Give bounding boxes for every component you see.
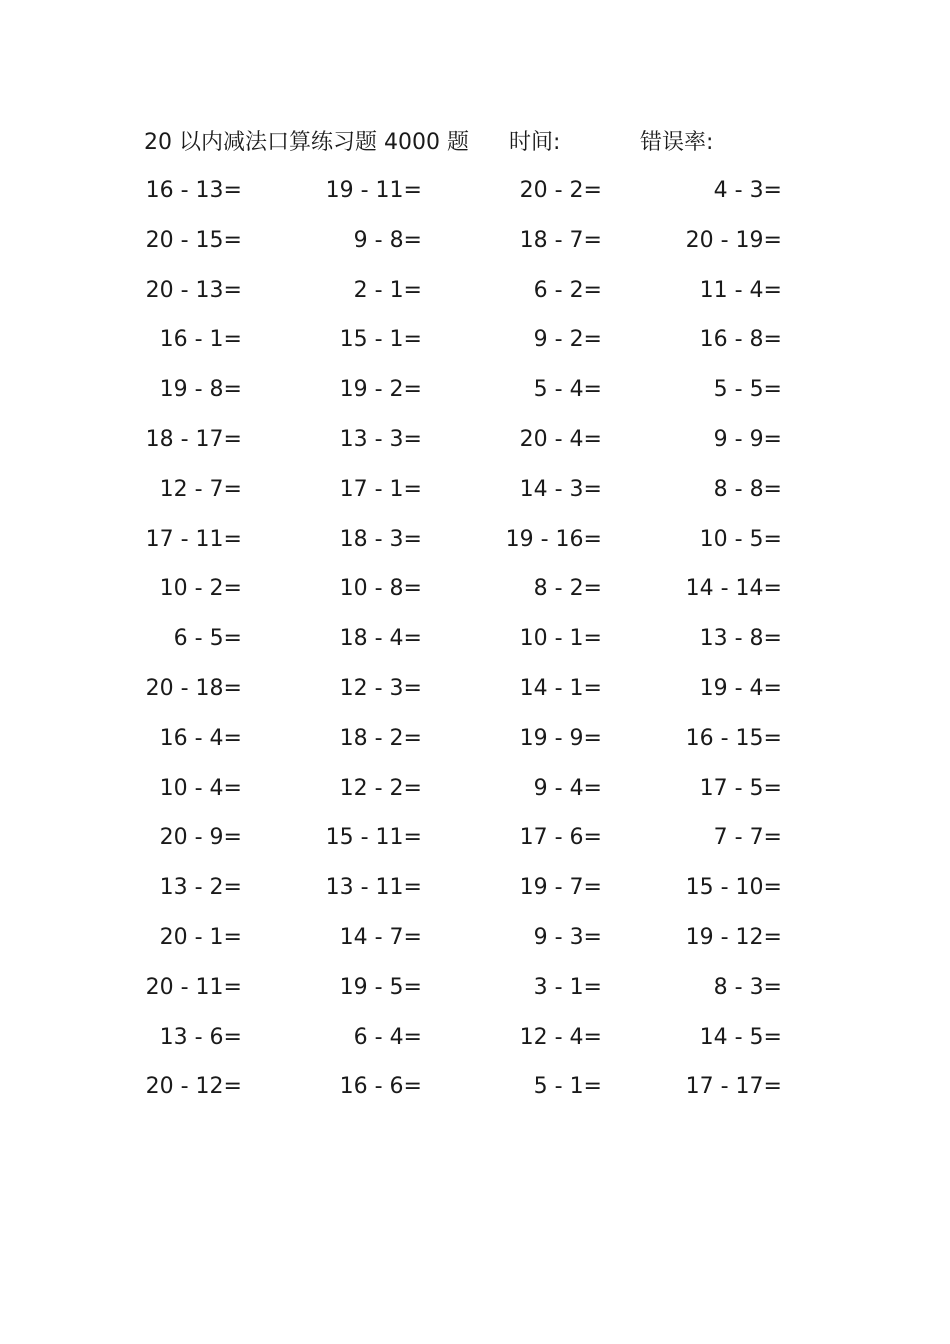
problem-row (0, 523, 950, 573)
subtraction-problem: 20 - 2= (519, 178, 602, 203)
problem-row (0, 423, 950, 473)
subtraction-problem: 17 - 6= (519, 825, 602, 851)
problem-row (0, 572, 950, 622)
subtraction-problem: 9 - 8= (353, 227, 422, 253)
error-rate-label: 错误率: (640, 130, 714, 155)
subtraction-problem: 13 - 11= (325, 875, 422, 901)
subtraction-problem: 11 - 4= (699, 277, 782, 303)
subtraction-problem: 13 - 3= (339, 426, 422, 452)
subtraction-problem: 14 - 1= (519, 675, 602, 701)
problem-row (0, 622, 950, 672)
subtraction-problem: 19 - 8= (159, 377, 242, 403)
problem-row (0, 971, 950, 1021)
subtraction-problem: 16 - 1= (159, 327, 242, 353)
problem-row (0, 921, 950, 971)
subtraction-problem: 6 - 2= (533, 277, 602, 303)
subtraction-problem: 10 - 1= (519, 626, 602, 652)
subtraction-problem: 17 - 17= (685, 1074, 782, 1100)
subtraction-problem: 15 - 10= (685, 875, 782, 901)
subtraction-problem: 16 - 4= (159, 725, 242, 751)
subtraction-problem: 2 - 1= (353, 277, 422, 303)
subtraction-problem: 5 - 1= (533, 1074, 602, 1100)
subtraction-problem: 5 - 5= (713, 377, 782, 403)
subtraction-problem: 17 - 11= (145, 526, 242, 552)
subtraction-problem: 8 - 2= (533, 576, 602, 602)
subtraction-problem: 20 - 18= (145, 675, 242, 701)
problem-row (0, 772, 950, 822)
subtraction-problem: 18 - 2= (339, 725, 422, 751)
subtraction-problem: 20 - 15= (145, 227, 242, 253)
subtraction-problem: 10 - 8= (339, 576, 422, 602)
subtraction-problem: 19 - 16= (505, 526, 602, 552)
problem-row (0, 821, 950, 871)
subtraction-problem: 16 - 15= (685, 725, 782, 751)
subtraction-problem: 16 - 6= (339, 1074, 422, 1100)
subtraction-problem: 18 - 3= (339, 526, 422, 552)
subtraction-problem: 7 - 7= (713, 825, 782, 851)
subtraction-problem: 19 - 11= (325, 178, 422, 203)
subtraction-problem: 14 - 5= (699, 1024, 782, 1050)
worksheet-header (0, 126, 950, 160)
subtraction-problem: 10 - 4= (159, 775, 242, 801)
subtraction-problem: 20 - 11= (145, 974, 242, 1000)
problem-row (0, 224, 950, 274)
subtraction-problem: 13 - 6= (159, 1024, 242, 1050)
subtraction-problem: 20 - 19= (685, 227, 782, 253)
subtraction-problem: 3 - 1= (533, 974, 602, 1000)
subtraction-problem: 10 - 2= (159, 576, 242, 602)
subtraction-problem: 9 - 2= (533, 327, 602, 353)
subtraction-problem: 10 - 5= (699, 526, 782, 552)
subtraction-problem: 17 - 5= (699, 775, 782, 801)
problem-grid (0, 174, 950, 1120)
subtraction-problem: 19 - 4= (699, 675, 782, 701)
problem-row (0, 323, 950, 373)
subtraction-problem: 15 - 1= (339, 327, 422, 353)
subtraction-problem: 18 - 7= (519, 227, 602, 253)
subtraction-problem: 18 - 4= (339, 626, 422, 652)
problem-row (0, 672, 950, 722)
subtraction-problem: 12 - 4= (519, 1024, 602, 1050)
subtraction-problem: 9 - 9= (713, 426, 782, 452)
subtraction-problem: 12 - 3= (339, 675, 422, 701)
problem-row (0, 722, 950, 772)
subtraction-problem: 9 - 4= (533, 775, 602, 801)
subtraction-problem: 12 - 2= (339, 775, 422, 801)
subtraction-problem: 20 - 13= (145, 277, 242, 303)
subtraction-problem: 12 - 7= (159, 476, 242, 502)
subtraction-problem: 20 - 9= (159, 825, 242, 851)
subtraction-problem: 16 - 13= (145, 178, 242, 203)
subtraction-problem: 14 - 7= (339, 924, 422, 950)
subtraction-problem: 20 - 12= (145, 1074, 242, 1100)
problem-row (0, 473, 950, 523)
subtraction-problem: 6 - 5= (173, 626, 242, 652)
problem-row (0, 1021, 950, 1071)
subtraction-problem: 19 - 12= (685, 924, 782, 950)
subtraction-problem: 14 - 14= (685, 576, 782, 602)
subtraction-problem: 13 - 8= (699, 626, 782, 652)
subtraction-problem: 5 - 4= (533, 377, 602, 403)
subtraction-problem: 8 - 3= (713, 974, 782, 1000)
subtraction-problem: 9 - 3= (533, 924, 602, 950)
subtraction-problem: 19 - 5= (339, 974, 422, 1000)
subtraction-problem: 19 - 9= (519, 725, 602, 751)
subtraction-problem: 20 - 4= (519, 426, 602, 452)
subtraction-problem: 18 - 17= (145, 426, 242, 452)
subtraction-problem: 13 - 2= (159, 875, 242, 901)
problem-row (0, 373, 950, 423)
problem-row (0, 274, 950, 324)
subtraction-problem: 4 - 3= (713, 178, 782, 203)
subtraction-problem: 17 - 1= (339, 476, 422, 502)
subtraction-problem: 6 - 4= (353, 1024, 422, 1050)
subtraction-problem: 16 - 8= (699, 327, 782, 353)
worksheet-title: 20 以内减法口算练习题 4000 题 (144, 130, 469, 155)
subtraction-problem: 20 - 1= (159, 924, 242, 950)
subtraction-problem: 14 - 3= (519, 476, 602, 502)
problem-row (0, 871, 950, 921)
subtraction-problem: 19 - 2= (339, 377, 422, 403)
subtraction-problem: 15 - 11= (325, 825, 422, 851)
problem-row (0, 174, 950, 224)
subtraction-problem: 8 - 8= (713, 476, 782, 502)
subtraction-problem: 19 - 7= (519, 875, 602, 901)
time-label: 时间: (509, 130, 561, 155)
problem-row (0, 1070, 950, 1120)
